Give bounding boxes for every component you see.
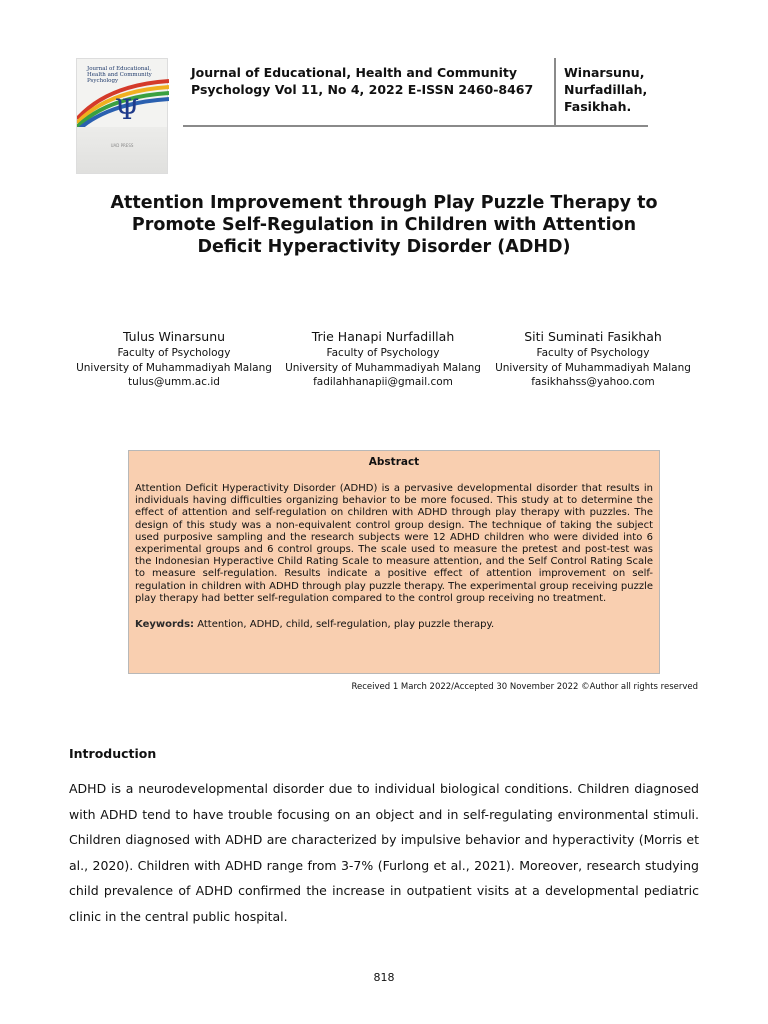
author-block <box>59 328 289 390</box>
cover-bottom-band <box>77 127 167 173</box>
paper-title: Attention Improvement through Play Puzzle Therapy to Promote Self-Regulation in Children with Attention Deficit Hyperactivity Disorder (ADHD) <box>110 193 658 257</box>
introduction-paragraph: ADHD is a neurodevelopmental disorder due to individual biological conditions. Children diagnosed with ADHD tend to have trouble focusing on an object and in self-regulating environmental stimuli. Children diagnosed with ADHD are characterized by impulsive behavior and hyperactivity (Morris et al., 2020). Children with ADHD range from 3-7% (Furlong et al., 2021). Moreover, research studying child prevalence of ADHD confirmed the increase in outpatient visits at a developmental pediatric clinic in the central public hospital. <box>69 781 699 924</box>
running-authors: Winarsunu, Nurfadillah, Fasikhah. <box>564 65 648 114</box>
author-name: Trie Hanapi Nurfadillah <box>311 329 455 344</box>
author-university: University of Muhammadiyah Malang <box>495 361 691 374</box>
author-email[interactable]: tulus@umm.ac.id <box>128 376 220 388</box>
author-email[interactable]: fadilahhanapii@gmail.com <box>313 376 453 388</box>
journal-cover-thumbnail <box>76 58 168 174</box>
author-name: Tulus Winarsunu <box>122 329 226 344</box>
svg-text:Ψ: Ψ <box>114 93 140 126</box>
journal-citation: Journal of Educational, Health and Community Psychology Vol 11, No 4, 2022 E-ISSN 2460-8467 <box>191 65 534 97</box>
cover-title: Journal of Educational, Health and Community Psychology <box>87 66 152 84</box>
cover-publisher: UAD PRESS <box>110 143 134 148</box>
keywords-label: Keywords: <box>135 619 195 631</box>
abstract-heading: Abstract <box>368 456 420 468</box>
author-university: University of Muhammadiyah Malang <box>76 361 272 374</box>
author-block <box>268 328 498 390</box>
psi-logo-icon <box>77 75 169 135</box>
author-faculty: Faculty of Psychology <box>536 347 650 359</box>
keywords-text: Attention, ADHD, child, self-regulation, play puzzle therapy. <box>197 619 495 631</box>
author-faculty: Faculty of Psychology <box>326 347 440 359</box>
keywords-line <box>135 619 653 631</box>
author-name: Siti Suminati Fasikhah <box>524 329 662 344</box>
received-note: Received 1 March 2022/Accepted 30 November 2022 ©Author all rights reserved <box>351 682 698 692</box>
section-heading-introduction: Introduction <box>69 746 157 761</box>
page-number: 818 <box>373 971 395 984</box>
author-faculty: Faculty of Psychology <box>117 347 231 359</box>
header-vertical-divider <box>554 58 556 127</box>
author-block <box>478 328 708 390</box>
author-university: University of Muhammadiyah Malang <box>285 361 481 374</box>
abstract-box <box>128 450 660 674</box>
author-email[interactable]: fasikhahss@yahoo.com <box>531 376 655 388</box>
abstract-body: Attention Deficit Hyperactivity Disorder (ADHD) is a pervasive developmental disorder that results in individuals having difficulties organizing behavior to be more focused. This study at to determine the effect of attention and self-regulation on children with ADHD through play therapy with puzzles. The design of this study was a non-equivalent control group design. The technique of taking the subject used purposive sampling and the research subjects were 12 ADHD children who were divided into 6 experimental groups and 6 control groups. The scale used to measure the pretest and post-test was the Indonesian Hyperactive Child Rating Scale to measure attention, and the Self Control Rating Scale to measure self-regulation. Results indicate a positive effect of attention improvement on self-regulation in children with ADHD through play puzzle therapy. The experimental group receiving puzzle play therapy had better self-regulation compared to the control group receiving no treatment. <box>135 483 653 604</box>
header-divider <box>183 125 648 127</box>
